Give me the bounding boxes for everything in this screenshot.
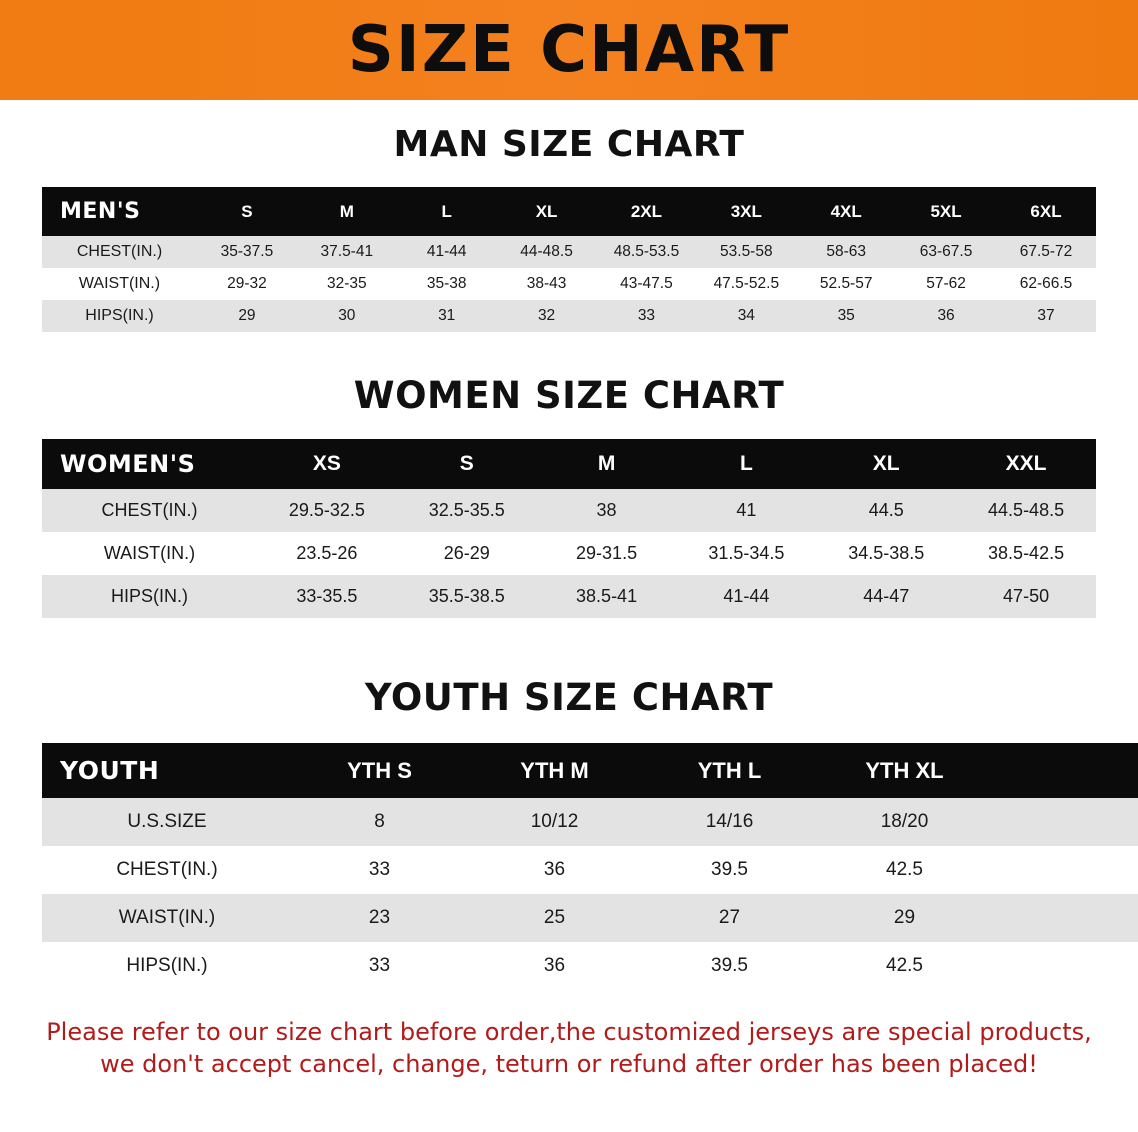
man-section-heading: MAN SIZE CHART <box>393 124 745 165</box>
women-row-label-1: WAIST(IN.) <box>42 532 257 575</box>
man-header-cell-0: MEN'S <box>42 187 197 236</box>
man-cell-0-8: 67.5-72 <box>996 236 1096 268</box>
women-header-cell-6: XXL <box>956 439 1096 489</box>
youth-cell-2-2: 27 <box>642 894 817 942</box>
youth-row-label-2: WAIST(IN.) <box>42 894 292 942</box>
table-row <box>42 798 1138 846</box>
table-row <box>42 575 1096 618</box>
women-cell-2-2: 38.5-41 <box>537 575 677 618</box>
man-cell-2-0: 29 <box>197 300 297 332</box>
man-cell-1-8: 62-66.5 <box>996 268 1096 300</box>
women-header-cell-2: S <box>397 439 537 489</box>
women-cell-0-3: 41 <box>676 489 816 532</box>
table-row <box>42 942 1138 990</box>
man-cell-0-3: 44-48.5 <box>497 236 597 268</box>
youth-cell-0-1: 10/12 <box>467 798 642 846</box>
table-header-row <box>42 187 1096 236</box>
youth-cell-2-0: 23 <box>292 894 467 942</box>
women-row-label-0: CHEST(IN.) <box>42 489 257 532</box>
youth-header-cell-5 <box>992 743 1138 798</box>
women-cell-2-4: 44-47 <box>816 575 956 618</box>
youth-cell-0-2: 14/16 <box>642 798 817 846</box>
man-header-cell-3: L <box>397 187 497 236</box>
man-cell-0-5: 53.5-58 <box>696 236 796 268</box>
man-cell-0-6: 58-63 <box>796 236 896 268</box>
women-cell-1-3: 31.5-34.5 <box>676 532 816 575</box>
policy-note-line-1: Please refer to our size chart before order,the customized jerseys are special products, <box>46 1018 1092 1046</box>
youth-cell-1-1: 36 <box>467 846 642 894</box>
youth-table-body <box>42 798 1138 990</box>
man-header-cell-7: 4XL <box>796 187 896 236</box>
man-cell-1-7: 57-62 <box>896 268 996 300</box>
table-header-row <box>42 743 1138 798</box>
women-cell-0-0: 29.5-32.5 <box>257 489 397 532</box>
man-cell-2-7: 36 <box>896 300 996 332</box>
man-table-head <box>42 187 1096 236</box>
man-header-cell-2: M <box>297 187 397 236</box>
women-cell-1-0: 23.5-26 <box>257 532 397 575</box>
women-header-cell-1: XS <box>257 439 397 489</box>
man-cell-2-1: 30 <box>297 300 397 332</box>
man-cell-1-0: 29-32 <box>197 268 297 300</box>
youth-cell-1-3: 42.5 <box>817 846 992 894</box>
man-header-cell-4: XL <box>497 187 597 236</box>
youth-cell-3-3: 42.5 <box>817 942 992 990</box>
man-header-cell-5: 2XL <box>597 187 697 236</box>
man-row-label-1: WAIST(IN.) <box>42 268 197 300</box>
women-cell-0-1: 32.5-35.5 <box>397 489 537 532</box>
youth-cell-1-0: 33 <box>292 846 467 894</box>
women-cell-2-1: 35.5-38.5 <box>397 575 537 618</box>
man-cell-1-6: 52.5-57 <box>796 268 896 300</box>
women-cell-2-5: 47-50 <box>956 575 1096 618</box>
youth-cell-3-4 <box>992 942 1138 990</box>
man-header-cell-1: S <box>197 187 297 236</box>
youth-table-head <box>42 743 1138 798</box>
man-cell-2-3: 32 <box>497 300 597 332</box>
youth-row-label-3: HIPS(IN.) <box>42 942 292 990</box>
man-row-label-0: CHEST(IN.) <box>42 236 197 268</box>
women-table-wrap <box>42 439 1096 618</box>
women-section-heading: WOMEN SIZE CHART <box>353 374 785 417</box>
women-cell-1-4: 34.5-38.5 <box>816 532 956 575</box>
man-cell-0-2: 41-44 <box>397 236 497 268</box>
women-row-label-2: HIPS(IN.) <box>42 575 257 618</box>
man-header-cell-6: 3XL <box>696 187 796 236</box>
youth-cell-0-3: 18/20 <box>817 798 992 846</box>
youth-header-cell-2: YTH M <box>467 743 642 798</box>
man-cell-2-5: 34 <box>696 300 796 332</box>
women-cell-2-0: 33-35.5 <box>257 575 397 618</box>
man-cell-1-1: 32-35 <box>297 268 397 300</box>
women-header-cell-3: M <box>537 439 677 489</box>
man-cell-2-8: 37 <box>996 300 1096 332</box>
table-header-row <box>42 439 1096 489</box>
youth-size-table <box>42 743 1138 990</box>
man-cell-1-5: 47.5-52.5 <box>696 268 796 300</box>
man-cell-0-1: 37.5-41 <box>297 236 397 268</box>
women-size-table <box>42 439 1096 618</box>
women-cell-0-2: 38 <box>537 489 677 532</box>
policy-note <box>38 1016 1100 1081</box>
women-cell-1-2: 29-31.5 <box>537 532 677 575</box>
size-chart-banner <box>0 0 1138 100</box>
table-row <box>42 268 1096 300</box>
women-cell-2-3: 41-44 <box>676 575 816 618</box>
table-row <box>42 894 1138 942</box>
youth-cell-3-1: 36 <box>467 942 642 990</box>
youth-cell-2-4 <box>992 894 1138 942</box>
man-size-table <box>42 187 1096 332</box>
man-cell-2-4: 33 <box>597 300 697 332</box>
women-header-cell-0: WOMEN'S <box>42 439 257 489</box>
youth-table-wrap <box>42 743 1096 990</box>
youth-header-cell-0: YOUTH <box>42 743 292 798</box>
youth-row-label-0: U.S.SIZE <box>42 798 292 846</box>
man-cell-1-2: 35-38 <box>397 268 497 300</box>
women-header-cell-5: XL <box>816 439 956 489</box>
women-cell-1-5: 38.5-42.5 <box>956 532 1096 575</box>
women-cell-1-1: 26-29 <box>397 532 537 575</box>
youth-header-cell-1: YTH S <box>292 743 467 798</box>
man-cell-2-2: 31 <box>397 300 497 332</box>
youth-cell-2-1: 25 <box>467 894 642 942</box>
banner-title: SIZE CHART <box>347 13 791 87</box>
table-row <box>42 236 1096 268</box>
youth-cell-3-2: 39.5 <box>642 942 817 990</box>
man-cell-0-7: 63-67.5 <box>896 236 996 268</box>
youth-cell-0-4 <box>992 798 1138 846</box>
youth-section-heading: YOUTH SIZE CHART <box>364 676 774 719</box>
youth-header-cell-4: YTH XL <box>817 743 992 798</box>
man-header-cell-8: 5XL <box>896 187 996 236</box>
man-table-wrap <box>42 187 1096 332</box>
policy-note-line-2: we don't accept cancel, change, teturn or refund after order has been placed! <box>100 1050 1038 1079</box>
table-row <box>42 300 1096 332</box>
youth-cell-3-0: 33 <box>292 942 467 990</box>
man-cell-2-6: 35 <box>796 300 896 332</box>
man-row-label-2: HIPS(IN.) <box>42 300 197 332</box>
man-cell-0-4: 48.5-53.5 <box>597 236 697 268</box>
women-header-cell-4: L <box>676 439 816 489</box>
table-row <box>42 489 1096 532</box>
women-cell-0-5: 44.5-48.5 <box>956 489 1096 532</box>
man-table-body <box>42 236 1096 332</box>
youth-cell-2-3: 29 <box>817 894 992 942</box>
table-row <box>42 532 1096 575</box>
youth-cell-1-4 <box>992 846 1138 894</box>
women-table-body <box>42 489 1096 618</box>
women-cell-0-4: 44.5 <box>816 489 956 532</box>
man-cell-0-0: 35-37.5 <box>197 236 297 268</box>
women-table-head <box>42 439 1096 489</box>
man-header-cell-9: 6XL <box>996 187 1096 236</box>
table-row <box>42 846 1138 894</box>
youth-row-label-1: CHEST(IN.) <box>42 846 292 894</box>
man-cell-1-3: 38-43 <box>497 268 597 300</box>
man-cell-1-4: 43-47.5 <box>597 268 697 300</box>
youth-cell-0-0: 8 <box>292 798 467 846</box>
youth-cell-1-2: 39.5 <box>642 846 817 894</box>
youth-header-cell-3: YTH L <box>642 743 817 798</box>
